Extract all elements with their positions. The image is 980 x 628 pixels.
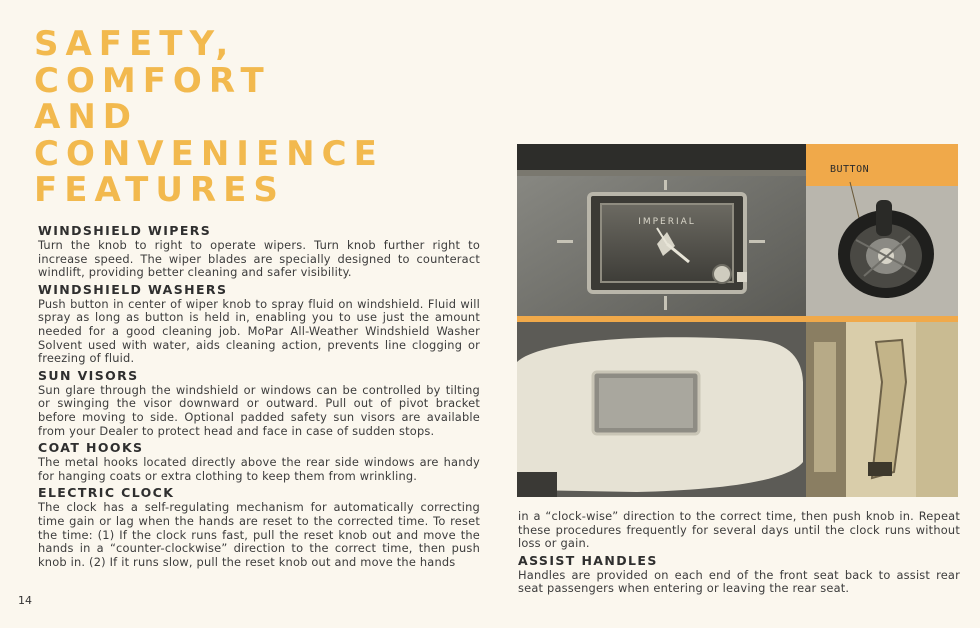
section-heading-windshield-wipers: WINDSHIELD WIPERS	[38, 223, 212, 238]
title-line: CONVENIENCE	[34, 133, 384, 174]
section-heading-electric-clock: ELECTRIC CLOCK	[38, 485, 175, 501]
right-column	[518, 510, 960, 598]
section-heading-assist-handles: ASSIST HANDLES	[518, 552, 658, 568]
title-line: AND	[34, 97, 138, 137]
title-line: SAFETY,	[34, 24, 236, 64]
page-title	[34, 26, 384, 209]
section-text-windshield-wipers: Turn the knob to right to operate wipers. Turn knob further right to increase speed. The wiper blades are specially designed to counteract windlift, providing better cleaning and safer visibility.	[38, 238, 480, 280]
clock-photo	[517, 144, 806, 318]
section-text-windshield-washers: Push button in center of wiper knob to spray fluid on windshield. Fluid will spray as long as button is held in, enabling you to use just the amount needed for a good cleaning job. MoPar All-Weather Windshield Washer Solvent used with water, aids cleaning action, prevents line clogging or freezing of fluid.	[38, 296, 480, 366]
photo-panel	[517, 144, 958, 497]
section-heading-coat-hooks: COAT HOOKS	[38, 440, 144, 456]
section-text-assist-handles: Handles are provided on each end of the front seat back to assist rear seat passengers when entering or leaving the rear seat.	[518, 567, 960, 596]
electric-clock-continuation: in a “clock-wise” direction to the correct time, then push knob in. Repeat these procedures frequently for several days until the clock runs without loss or gain.	[518, 509, 960, 551]
section-text-coat-hooks: The metal hooks located directly above the rear side windows are handy for hanging coats or extra clothing to keep them from wrinkling.	[38, 455, 480, 483]
page-number: 14	[18, 594, 32, 607]
section-heading-windshield-washers: WINDSHIELD WASHERS	[38, 281, 228, 297]
assist-handle-image	[806, 322, 958, 497]
wiper-knob-photo	[806, 144, 958, 318]
title-line: FEATURES	[34, 170, 285, 210]
wiper-knob-image	[806, 144, 958, 318]
section-text-electric-clock: The clock has a self-regulating mechanism for automatically correcting time gain or lag when the hands are reset to the corrected time. To reset the time: (1) If the clock runs fast, pull the reset knob out and move the hands in a “counter-clockwise” direction to the correct time, then push knob in. (2) If it runs slow, pull the reset knob out and move the hands	[38, 500, 480, 569]
left-column	[38, 222, 480, 571]
section-text-sun-visors: Sun glare through the windshield or windows can be controlled by tilting or swinging the visor downward or outward. Pull out of pivot bracket before moving to side. Optional padded safety sun visors are available from your Dealer to protect head and face in case of sudden stops.	[38, 382, 480, 438]
clock-photo-image	[517, 144, 806, 318]
sun-visor-photo	[517, 322, 806, 497]
title-line: COMFORT	[34, 60, 271, 101]
clock-brand-label: IMPERIAL	[638, 217, 696, 227]
assist-handle-photo	[806, 322, 958, 497]
button-callout-label: BUTTON	[830, 164, 870, 175]
section-heading-sun-visors: SUN VISORS	[38, 367, 139, 383]
sun-visor-image	[517, 322, 806, 497]
